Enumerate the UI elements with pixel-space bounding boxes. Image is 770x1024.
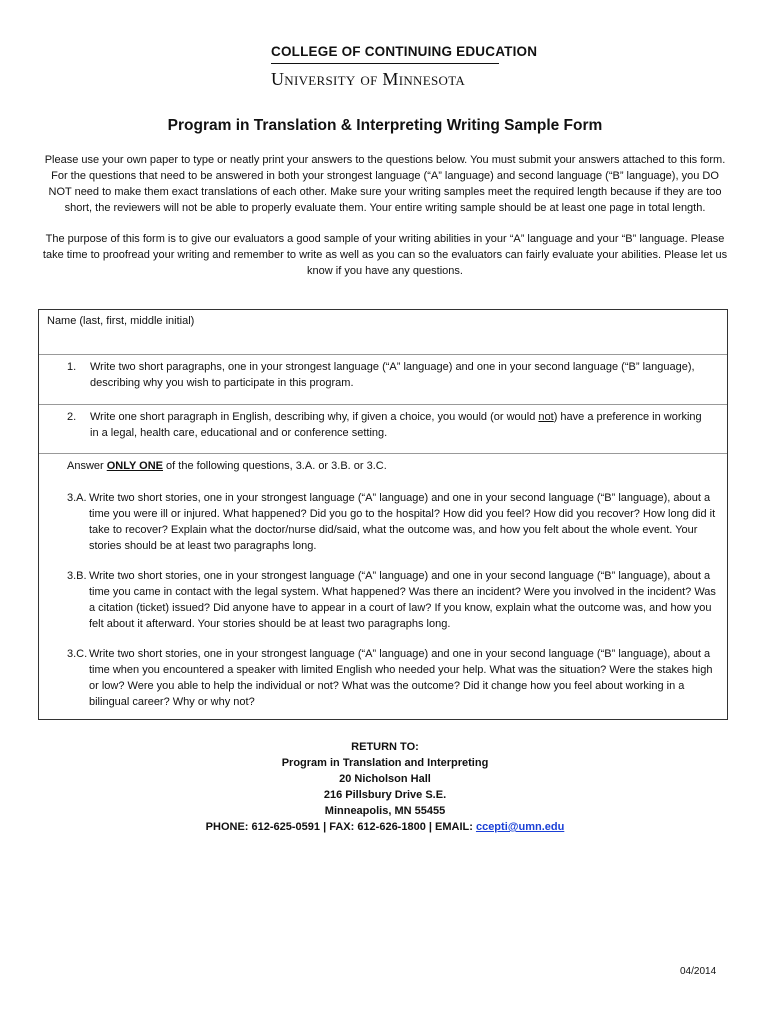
intro-paragraph-2: The purpose of this form is to give our evaluators a good sample of your writing abilities in your “A” language and your “B” language. Please take time to proofread your writing and remember to write as well as you can so the evaluators can fairly evaluate your abilities. Please let us know if you have any questions. (42, 233, 728, 277)
question-3b-label: 3.B. (67, 570, 87, 582)
question-2-text-start: Write one short paragraph in English, describing why, if given a choice, you would (or would (90, 411, 539, 423)
university-name: University of Minnesota (271, 69, 466, 89)
intro-paragraph-1: Please use your own paper to type or neatly print your answers to the questions below. You must submit your answers attached to this form. For the questions that need to be answered in both your strongest language (“A” language) and second language (“B” language), you DO NOT need to make them exact translations of each other. Make sure your writing samples meet the required length because if they are too short, the reviewers will not be able to properly evaluate them. Your entire writing sample should be at least one page in total length. (44, 154, 726, 214)
question-3a-label: 3.A. (67, 492, 87, 504)
question-3c-label: 3.C. (67, 648, 88, 660)
question-1-number: 1. (67, 361, 77, 373)
answer-instruction (67, 458, 387, 474)
contact-phone-fax: PHONE: 612-625-0591 | FAX: 612-626-1800 | EMAIL: (205, 821, 476, 833)
name-field-row[interactable] (39, 310, 727, 355)
question-3a (67, 490, 717, 554)
page-title: Program in Translation & Interpreting Writing Sample Form (167, 117, 603, 134)
question-3c (67, 646, 717, 710)
question-2 (67, 409, 707, 441)
return-heading: RETURN TO: (351, 741, 419, 753)
return-building: 20 Nicholson Hall (339, 773, 431, 785)
return-program: Program in Translation and Interpreting (281, 757, 489, 769)
return-city: Minneapolis, MN 55455 (324, 805, 446, 817)
question-1-row (39, 355, 727, 405)
return-street: 216 Pillsbury Drive S.E. (323, 789, 447, 801)
contact-line (0, 819, 770, 835)
email-link[interactable]: ccepti@umn.edu (475, 821, 565, 833)
question-3b (67, 568, 717, 632)
question-3c-text: Write two short stories, one in your strongest language (“A” language) and one in your second language (“B” language), about a time when you encountered a speaker with limited English who needed your help. What was the situation? Were the stakes high or low? Were you able to help the individual or not? What was the outcome? Did it change how you feel about working in a bilingual career? Why or why not? (89, 648, 713, 708)
answer-instruction-suffix: of the following questions, 3.A. or 3.B. or 3.C. (163, 460, 387, 472)
return-address-block (0, 739, 770, 835)
question-2-text (90, 409, 707, 441)
logo-divider (271, 63, 499, 64)
question-2-number: 2. (67, 411, 77, 423)
question-2-emphasis: not (538, 411, 554, 423)
question-1 (67, 359, 707, 391)
question-3a-text: Write two short stories, one in your strongest language (“A” language) and one in your second language (“B” language), about a time you were ill or injured. What happened? Did you go to the hospital? How did you feel? How did you recover? How long did it take to recover? Explain what the doctor/nurse did/said, what the outcome was, and how you felt about the whole event. Your stories should be at least two paragraphs long. (89, 492, 716, 552)
revision-date: 04/2014 (680, 966, 717, 977)
question-1-text: Write two short paragraphs, one in your strongest language (“A” language) and one in your second language (“B” language), describing why you wish to participate in this program. (90, 361, 695, 389)
form-table (38, 309, 728, 720)
college-name: COLLEGE OF CONTINUING EDUCATION (271, 44, 538, 59)
question-3-row (39, 454, 727, 720)
name-field-label: Name (last, first, middle initial) (47, 315, 195, 327)
question-3b-text: Write two short stories, one in your strongest language (“A” language) and one in your second language (“B” language), about a time you came in contact with the legal system. What happened? Was there an incident? Were you involved in the incident? Was a citation (ticket) issued? Did anyone have to appear in a court of law? If you know, explain what the outcome was, and how you felt about it afterward. Your stories should be at least two paragraphs long. (89, 570, 716, 630)
question-2-row (39, 405, 727, 454)
university-logo (271, 44, 538, 90)
answer-instruction-emphasis: ONLY ONE (106, 460, 163, 472)
answer-instruction-prefix: Answer (67, 460, 107, 472)
question-2-text-end: ) have a preference in working in a legal, health care, educational and or conference setting. (90, 411, 702, 439)
intro-text (40, 152, 730, 294)
